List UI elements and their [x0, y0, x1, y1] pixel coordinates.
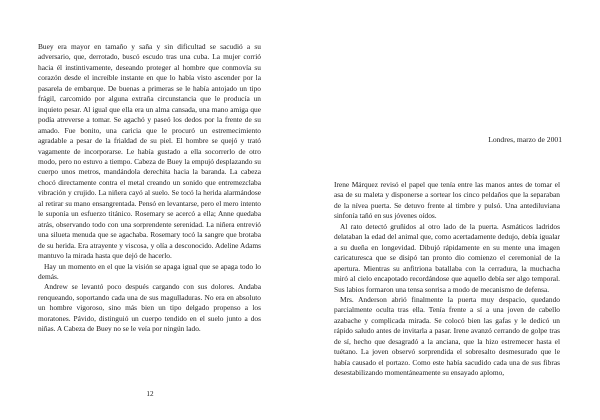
page-number: 12 — [146, 390, 154, 398]
left-paragraph: Buey era mayor en tamaño y saña y sin dificultad se sacudió a su adversario, que, derrotado, buscó escudo tras una cuba. La mujer corrió hacia él instintivamente, deseando proteger al hombre que conmovía su corazón desde el increíble instante en que lo había visto ascender por la pasarela de embarque. De buenas a primeras se le había antojado un tipo frágil, carcomido por alguna extraña circunstancia que le producía un inquieto pesar. Al igual que ella era un alma cansada, una mano amiga que podía atreverse a tomar. Se agachó y paseó los dedos por la frente de su amado. Fue bonito, una caricia que le procuró un estremecimiento agradable a pesar de la frialdad de su piel. El hombre se quejó y trató vagamente de incorporarse. Le había gustado a ella socorrerlo de otro modo, pero no estuvo a tiempo. Cabeza de Buey la empujó desplazando su cuerpo unos metros, mandándola derechita hacia la baranda. La cabeza chocó directamente contra el metal creando un sonido que entremezclaba vibración y crujido. La niñera cayó al suelo. Se tocó la herida alarmándose al retirar su mano ensangrentada. Pensó en levantarse, pero el mero intento le suponía un esfuerzo titánico. Rosemary se acercó a ella; Anne quedaba atrás, observando todo con una sorprendente serenidad. La niñera entrevió una silueta menuda que se agachaba. Rosemary tocó la sangre que brotaba de su herida. Era atrayente y viscosa, y olía a desconocido. Adeline Adams mantuvo la mirada hasta que dejó de hacerlo. — [38, 42, 261, 261]
chapter-dateline: Londres, marzo de 2001 — [488, 135, 562, 144]
right-text-column — [334, 180, 560, 379]
left-paragraph: Hay un momento en el que la visión se apaga igual que se apaga todo lo demás. — [38, 261, 261, 281]
left-paragraph: Andrew se levantó poco después cargando con sus dolores. Andaba renqueando, soportando cada una de sus magulladuras. No era en absoluto un hombre vigoroso, sino más bien un tipo delgado propenso a los moratones. Pávido, distinguió un cuerpo tendido en el suelo junto a dos niñas. A Cabeza de Buey no se le veía por ningún lado. — [38, 282, 261, 334]
right-paragraph: Al rato detectó gruñidos al otro lado de la puerta. Asmáticos ladridos delataban la edad del animal que, como acertadamente dedujo, debía igualar a su dueña en longevidad. Dibujó rápidamente en su mente una imagen caricaturesca que se disipó tan pronto dio comienzo el ceremonial de la apertura. Mientras su anfitriona batallaba con la cerradura, la muchacha miró al cielo encapotado recordándose que aquello debía ser algo temporal. Sus labios formaron una tensa sonrisa a modo de mecanismo de defensa. — [334, 221, 560, 294]
left-text-column — [38, 42, 261, 335]
right-page — [300, 0, 600, 420]
right-paragraph: Irene Márquez revisó el papel que tenía entre las manos antes de tomar el asa de su maleta y disponerse a sortear los cinco peldaños que la separaban de la nívea puerta. Se detuvo frente al timbre y pulsó. Una antediluviana sinfonía tañó en sus jóvenes oídos. — [334, 180, 560, 221]
right-paragraph: Mrs. Anderson abrió finalmente la puerta muy despacio, quedando parcialmente oculta tras ella. Tenía frente a sí a una joven de cabello azabache y complicada mirada. Se colocó bien las gafas y le dedicó un rápido saludo antes de invitarla a pasar. Irene avanzó cerrando de golpe tras de sí, hecho que desagradó a la anciana, que la hizo estremecer hasta el tuétano. La joven observó sorprendida el sobresalto desmesurado que le había causado el portazo. Como este había sacudido cada una de sus fibras desestabilizando momentáneamente su ensayado aplomo, — [334, 294, 560, 378]
